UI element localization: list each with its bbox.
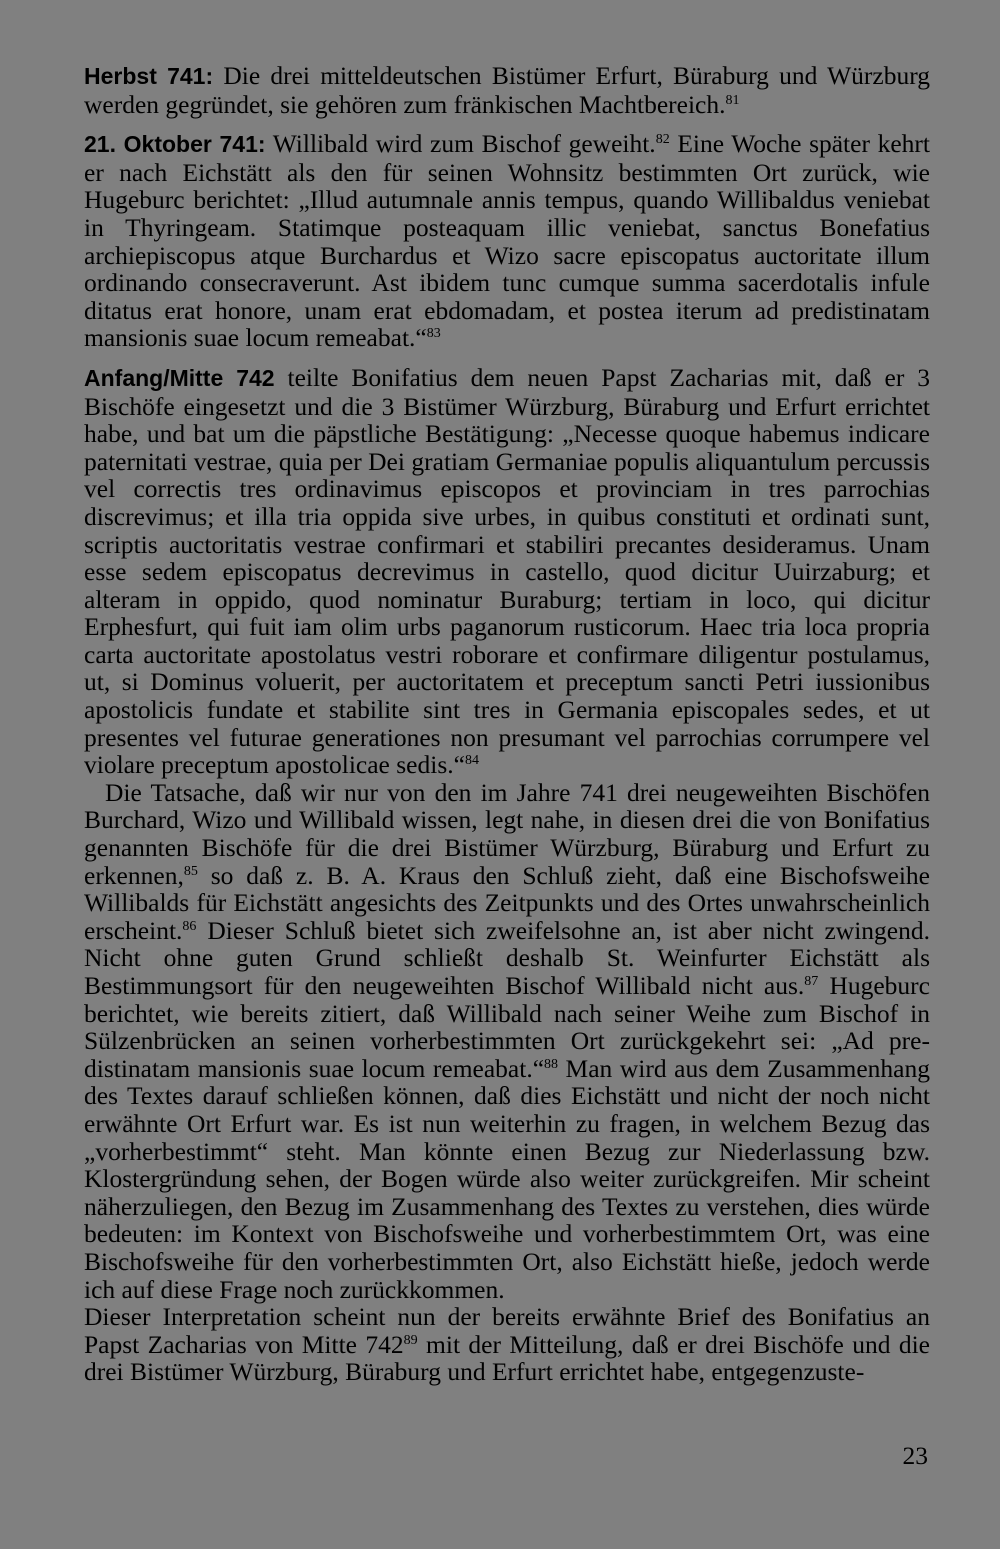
footnote-ref: 82: [655, 132, 670, 148]
footnote-ref: 89: [403, 1332, 418, 1348]
body-text: Dieser Schluß bietet sich zweifelsohne an, ist aber nicht zwingend. Nicht ohne guten Grund schließt deshalb St. Weinfurter Eichstätt als Bestimmungsort für den neugeweihten Bischof Willibald nicht aus.: [84, 915, 930, 1000]
entry-text: Eine Woche später kehrt er nach Eichstätt als den für seinen Wohnsitz bestimmten Ort zurück, wie Hugeburc berichtet: „Illud autumnale annis tempus, quando Willibaldus veniebat in Thyringeam. Statimque posteaquam illic veniebat, sanctus Bonefatius archiepiscopus atque Burchardus et Wizo sacre episcopatus auctoritate illum ordinando consecraverunt. Ast ibidem tunc cumque summa sacerdotalis infule ditatus erat honore, unam erat ebdomadam, et postea iterum ad predistinatam mansionis suae locum remeabat.“: [84, 129, 931, 353]
body-text: mit der Mitteilung, daß er drei Bischöfe und die drei Bistümer Würzburg, Büraburg und Erfurt errichtet habe, entgegenzuste-: [84, 1329, 930, 1387]
entry-21-oktober-741: [84, 130, 930, 352]
footnote-ref: 84: [464, 753, 479, 769]
body-text: Die Tatsache, daß wir nur von den im Jahre 741 drei neugeweihten Bischöfen Burchard, Wizo und Willibald wissen, legt nahe, in diesen drei die von Bonifatius genannten Bischöfe für die drei Bistümer Würzburg, Büraburg und Erfurt zu erkennen,: [84, 777, 930, 890]
entry-text: Die drei mitteldeutschen Bistümer Erfurt, Büraburg und Würzburg werden gegründet, sie gehören zum fränkischen Machtbereich.: [84, 61, 930, 119]
entry-text: teilte Bonifatius dem neuen Papst Zacharias mit, daß er 3 Bischöfe eingesetzt und die 3 Bistümer Würzburg, Büraburg und Erfurt errichtet habe, und bat um die päpstliche Bestätigung: „Necesse quoque habemus indicare paternitati vestrae, quia per Dei gratiam Germaniae populis aliquantulum percussis vel correctis tres ordinavimus episcopos et provinciam in tres parrochias discrevimus; et illa tria oppida sive urbes, in quibus constituti et ordinati sunt, scriptis auctoritatis vestrae confirmari et stabiliri precantes desideramus. Unam esse sedem episcopatus decrevimus in castello, quod dicitur Uuirzaburg; et alteram in oppido, quod nominatur Buraburg; tertiam in loco, qui dicitur Erphesfurt, qui fuit iam olim urbs paganorum rusticorum. Haec tria loca propria carta auctoritate apostolatus vestri roborare et confirmare diligentur postulamus, ut, si Dominus voluerit, per auctoritatem et preceptum sancti Petri iussionibus apostolicis fundate et stabilite sint tres in Germania episcopales sedes, et ut presentes vel futurae generationes non presumant vel parrochias corrumpere vel violare preceptum apostolicae sedis.“: [84, 362, 930, 780]
body-paragraph: [84, 1303, 930, 1386]
entry-heading: 21. Oktober 741:: [84, 131, 266, 158]
body-paragraph: [84, 779, 930, 1303]
footnote-ref: 86: [182, 918, 197, 934]
footnote-ref: 85: [183, 863, 198, 879]
entry-heading: Anfang/Mitte 742: [84, 364, 275, 391]
page-body: [84, 62, 930, 1386]
body-text: Dieser Interpretation scheint nun der bereits erwähnte Brief des Bonifatius an Papst Zacharias von Mitte 742: [84, 1302, 930, 1359]
entry-herbst-741: [84, 62, 930, 118]
entry-heading: Herbst 741:: [84, 63, 214, 89]
body-text: Hugeburc berichtet, wie bereits zitiert, daß Willibald nach seiner Weihe zum Bischof in Sülzenbrücken an seinen vorherbestimmten Ort zurückgekehrt sei: „Ad predistinatam mansionis suae locum remeabat.“: [84, 971, 930, 1083]
body-text: Man wird aus dem Zusammenhang des Textes darauf schließen können, daß dies Eichstätt und nicht der noch nicht erwähnte Ort Erfurt war. Es ist nun weiterhin zu fragen, in welchem Bezug das „vorherbestimmt“ steht. Man könnte einen Bezug zur Niederlassung bzw. Klostergründung sehen, der Bogen würde also weiter zurückgreifen. Mir scheint näherzuliegen, den Bezug im Zusammenhang des Textes zu verstehen, dies würde bedeuten: im Kontext von Bischofsweihe und vorherbestimmtem Ort, was eine Bischofsweihe für den vorherbestimmten Ort, also Eichstätt hieße, jedoch werde ich auf diese Frage noch zurückkommen.: [84, 1053, 930, 1304]
body-text: so daß z. B. A. Kraus den Schluß zieht, daß eine Bischofsweihe Willibalds für Eichstätt angesichts des Zeitpunkts und des Ortes unwahrscheinlich erscheint.: [84, 860, 930, 945]
footnote-ref: 87: [804, 974, 819, 989]
footnote-ref: 83: [426, 326, 441, 342]
page-number: 23: [902, 1441, 928, 1470]
footnote-ref: 81: [725, 92, 740, 108]
entry-text: Willibald wird zum Bischof geweiht.: [265, 129, 656, 159]
footnote-ref: 88: [544, 1056, 559, 1072]
entry-anfang-mitte-742: [84, 364, 930, 779]
